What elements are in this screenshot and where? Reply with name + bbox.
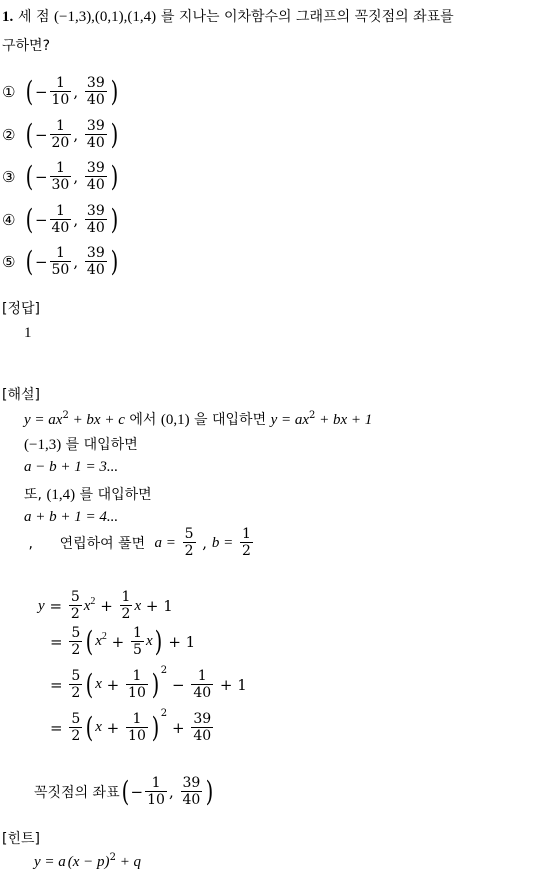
frac-den: 2	[242, 543, 251, 559]
frac-num: 1	[50, 161, 72, 177]
solution-line-6	[24, 527, 255, 559]
frac-num: 39	[86, 74, 105, 91]
frac-num: 1	[126, 712, 148, 728]
frac-den: 2	[70, 606, 80, 622]
solution-line-3	[24, 459, 118, 476]
frac-den: 10	[128, 727, 146, 744]
frac-den: 5	[133, 641, 142, 658]
frac-den: 40	[86, 219, 105, 236]
eq-part: a + b + 1 = 4...	[24, 509, 119, 525]
question-line-2	[2, 35, 50, 55]
text-part: 에서	[124, 412, 161, 428]
exponent: 2	[101, 631, 107, 642]
frac-den: 40	[86, 261, 105, 278]
exponent: 2	[109, 852, 116, 863]
solution-line-2	[24, 434, 138, 454]
eq-part: + bx + c	[68, 412, 125, 428]
exponent: 2	[160, 665, 168, 676]
question-number: 1.	[2, 9, 14, 25]
frac-num: 1	[50, 246, 72, 262]
frac-den: 40	[86, 91, 105, 108]
eq-part: (1,4)	[46, 487, 76, 503]
frac-num: 1	[50, 76, 72, 92]
frac-den: 2	[71, 684, 81, 701]
frac-num: 39	[86, 202, 105, 219]
frac-num: 1	[191, 669, 213, 685]
text-part: 꼭짓점의 좌표	[34, 784, 120, 801]
solution-label-text: [해설]	[2, 387, 40, 403]
frac-den: 10	[128, 684, 146, 701]
choice-number: ③	[2, 167, 16, 186]
eq-part: y = ax	[270, 412, 309, 428]
frac-den: 30	[51, 176, 70, 193]
answer-value	[24, 325, 32, 342]
eq-part: y = ax	[24, 412, 63, 428]
text-part: 를 대입하면	[61, 437, 138, 453]
question-text-line2: 구하면?	[2, 38, 51, 54]
choice-item[interactable]: ③ ( − $\frac{1}{30}$ , $\frac{39}{40}$ )	[2, 159, 119, 193]
text-part: 를 대입하면	[75, 487, 152, 503]
answer-label-text: [정답]	[2, 301, 40, 317]
frac-den: 40	[193, 684, 212, 701]
eq-part: + q	[115, 854, 142, 870]
derivation-line-4: = $\frac{5}{2}$ ( x + $\frac{1}{10}$ ) 2 + $\frac{39}{40}$	[50, 708, 212, 744]
frac-num: 5	[71, 667, 81, 684]
frac-den: 40	[86, 134, 105, 151]
exponent: 2	[62, 410, 69, 421]
choice-number: ①	[2, 82, 16, 101]
solution-line-1	[24, 409, 372, 429]
frac-den: 20	[51, 134, 70, 151]
derivation-line-1: y = $\frac{5}{2}$ $x^2$ + $\frac{1}{2}$ x + 1	[38, 589, 173, 622]
solution-line-5	[24, 509, 118, 526]
answer-value-text: 1	[24, 325, 32, 341]
choice-number: ④	[2, 210, 16, 229]
eq-part: (0,1)	[160, 412, 190, 428]
frac-num: 39	[182, 774, 201, 791]
choice-item[interactable]: ② ( − $\frac{1}{20}$ , $\frac{39}{40}$ )	[2, 117, 119, 151]
frac-den: 10	[147, 791, 165, 808]
eq-part: a − b + 1 = 3...	[24, 459, 119, 475]
frac-num: 1	[50, 204, 72, 220]
frac-den: 2	[71, 641, 81, 658]
exponent: 2	[309, 410, 316, 421]
question-text-after: 를 지나는 이차함수의 그래프의 꼭짓점의 좌표를	[160, 9, 454, 25]
frac-num: 5	[184, 526, 194, 542]
exponent: 2	[160, 708, 168, 719]
choice-item[interactable]: ⑤ ( − $\frac{1}{50}$ , $\frac{39}{40}$ )	[2, 244, 119, 278]
hint-label-text: [힌트]	[2, 831, 40, 847]
eq-part: (x − p)	[67, 854, 110, 870]
frac-den: 40	[182, 791, 201, 808]
frac-num: 1	[242, 526, 251, 542]
solution-line-4	[24, 484, 152, 504]
hint-label	[2, 828, 40, 848]
frac-den: 40	[51, 219, 70, 236]
eq-part: y = a	[34, 854, 66, 870]
eq-part: a =	[154, 534, 176, 551]
frac-num: 1	[50, 119, 72, 135]
frac-den: 2	[184, 543, 194, 559]
hint-formula	[34, 852, 141, 871]
answer-label	[2, 298, 40, 318]
frac-num: 39	[86, 117, 105, 134]
exponent: 2	[90, 595, 96, 607]
frac-num: 1	[121, 589, 131, 605]
frac-num: 5	[71, 710, 81, 727]
frac-den: 2	[71, 727, 81, 744]
question-text-before: 세 점	[18, 9, 54, 25]
question-points: (−1,3),(0,1),(1,4)	[53, 9, 157, 25]
frac-num: 39	[86, 244, 105, 261]
frac-den: 2	[121, 606, 131, 622]
frac-num: 1	[126, 669, 148, 685]
eq-part: (−1,3)	[24, 437, 62, 453]
frac-num: 39	[86, 159, 105, 176]
choice-item[interactable]: ④ ( − $\frac{1}{40}$ , $\frac{39}{40}$ )	[2, 202, 119, 236]
choice-number: ⑤	[2, 252, 16, 271]
frac-den: 40	[193, 727, 212, 744]
text-part: , 연립하여 풀면	[24, 536, 150, 552]
frac-num: 39	[193, 710, 212, 727]
frac-den: 50	[51, 261, 70, 278]
frac-num: 1	[133, 624, 142, 641]
frac-num: 5	[70, 589, 80, 605]
choice-item[interactable]: ① ( − $\frac{1}{10}$ , $\frac{39}{40}$ )	[2, 74, 119, 108]
eq-part: b =	[211, 534, 234, 551]
derivation-line-3: = $\frac{5}{2}$ ( x + $\frac{1}{10}$ ) 2 − $\frac{1}{40}$ + 1	[50, 665, 247, 701]
choice-number: ②	[2, 125, 16, 144]
frac-num: 5	[71, 624, 81, 641]
text-part: 을 대입하면	[189, 412, 271, 428]
frac-den: 40	[86, 176, 105, 193]
text-part: ,	[202, 534, 208, 552]
derivation-line-2: = $\frac{5}{2}$ ( $x^2$ + $\frac{1}{5}$ x) + 1	[50, 624, 196, 658]
vertex-line: 꼭짓점의 좌표( − $\frac{1}{10}$ , $\frac{39}{40}$ )	[34, 774, 214, 808]
frac-num: 1	[145, 776, 167, 792]
eq-part: + bx + 1	[315, 412, 373, 428]
solution-label	[2, 384, 40, 404]
question-line-1	[2, 6, 454, 26]
text-part: 또,	[24, 487, 47, 503]
frac-den: 10	[51, 91, 70, 108]
